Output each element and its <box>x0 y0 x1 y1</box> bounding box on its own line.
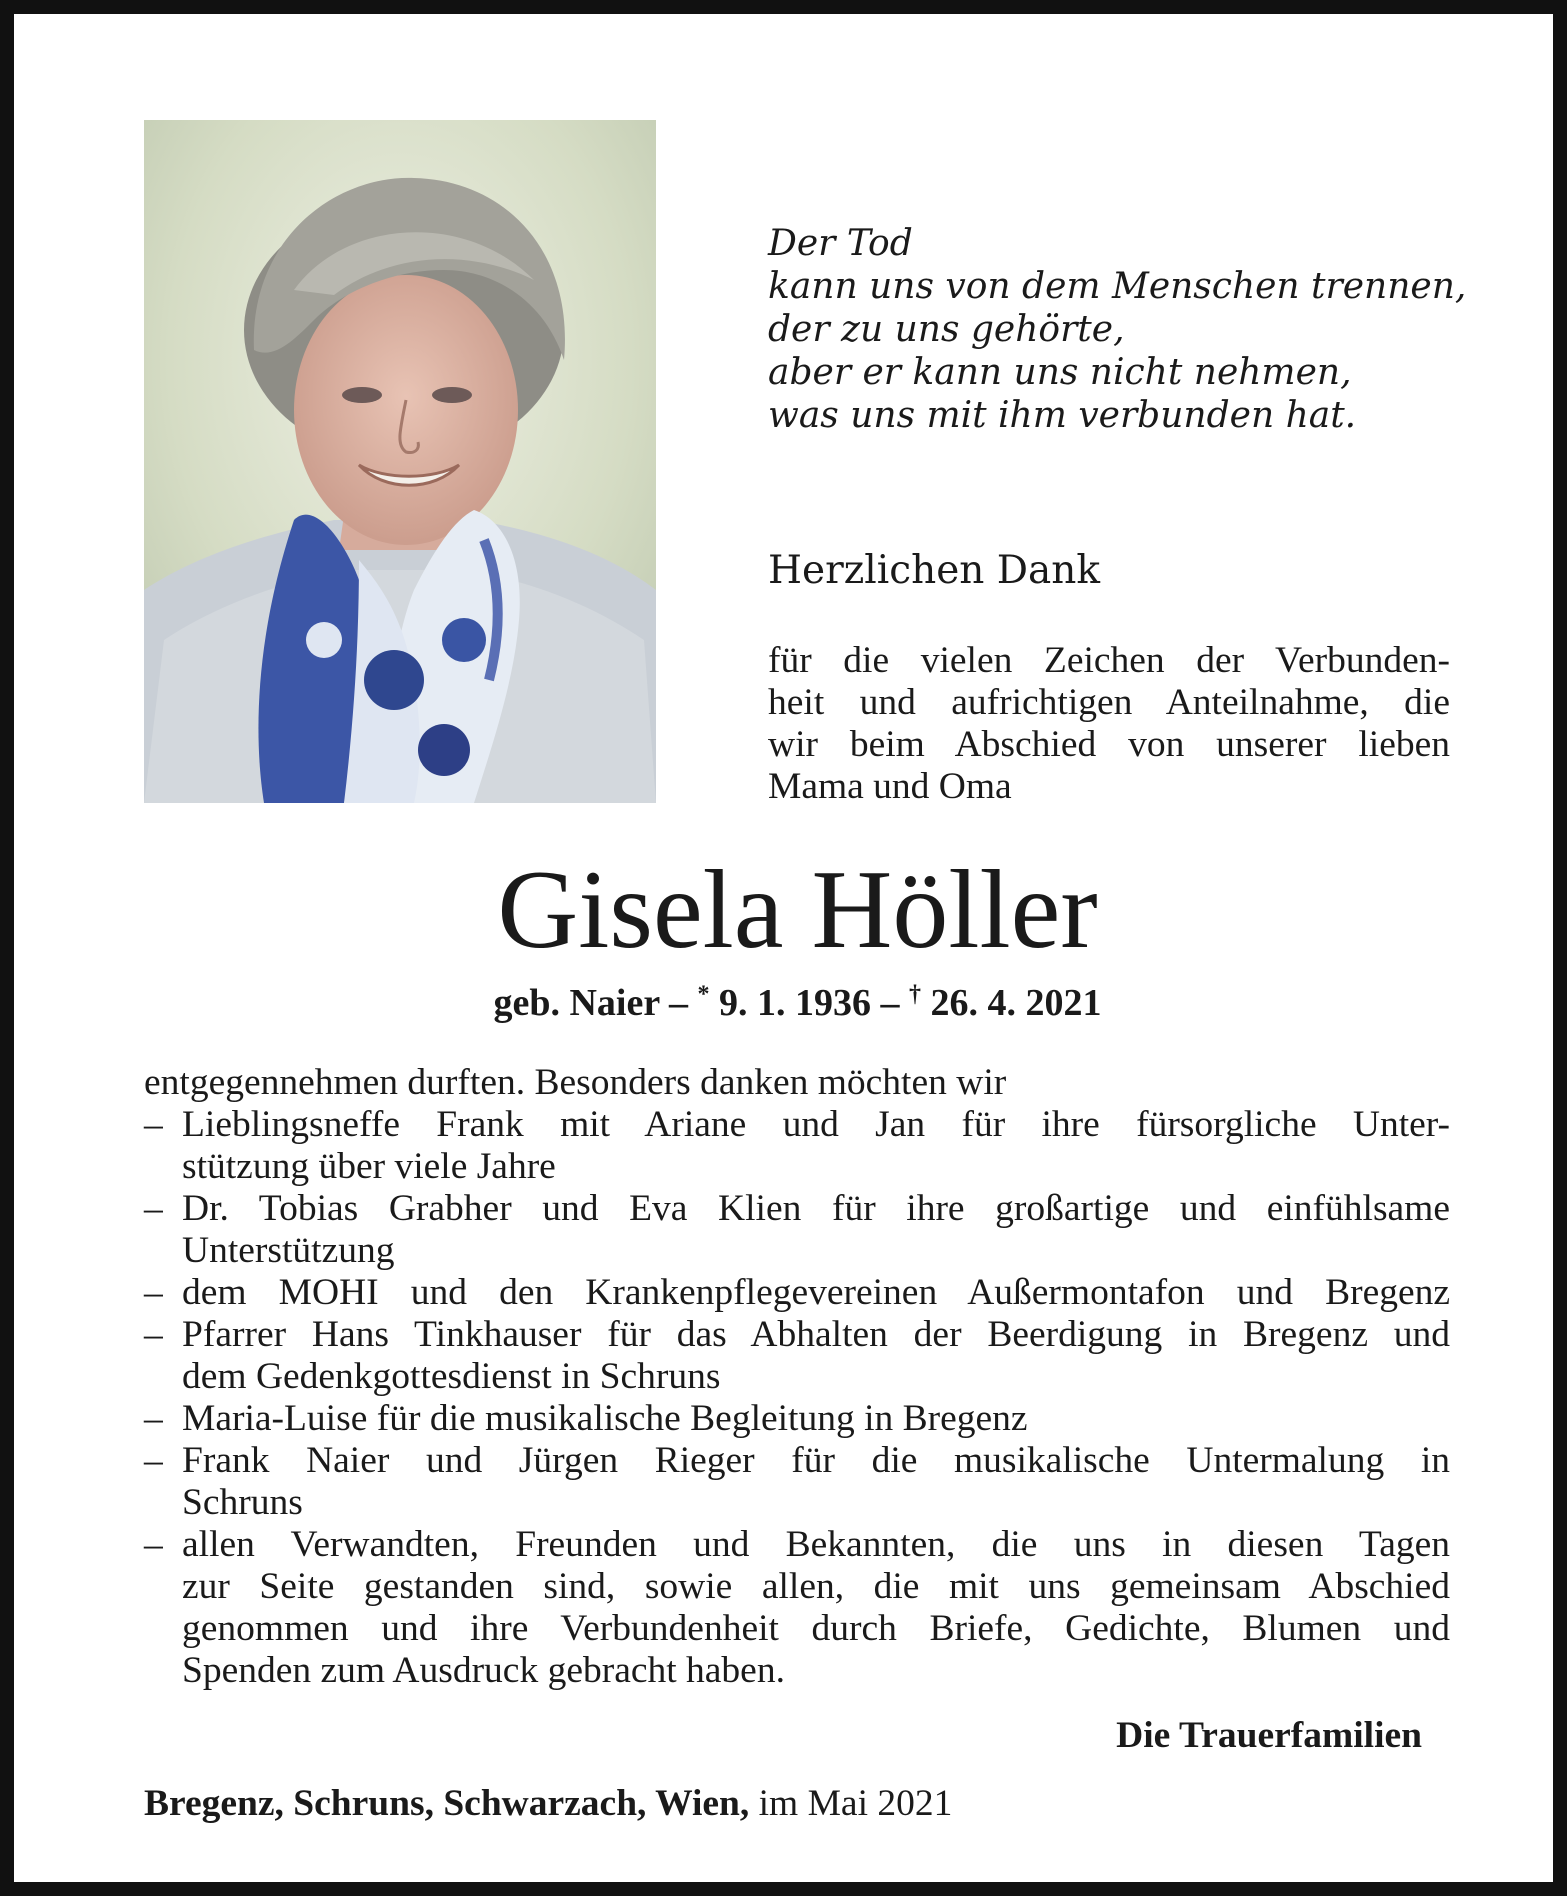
list-dash: – <box>144 1104 163 1145</box>
place-and-date <box>144 1782 952 1825</box>
poem-line: der zu uns gehörte, <box>768 309 1125 350</box>
thanks-heading: Herzlichen Dank <box>768 548 1101 593</box>
list-item <box>144 1398 1450 1440</box>
list-dash: – <box>144 1272 163 1313</box>
place-towns: Bregenz, Schruns, Schwarzach, Wien, <box>144 1783 750 1824</box>
intro-line: Mama und Oma <box>768 766 1012 807</box>
list-item-line: Schruns <box>182 1482 303 1523</box>
intro-line: für die vielen Zeichen der Verbunden- <box>768 640 1450 681</box>
poem-line: was uns mit ihm verbunden hat. <box>768 395 1357 436</box>
list-item-line: allen Verwandten, Freunden und Bekannten, die uns in diesen Tagen <box>182 1524 1450 1565</box>
birth-symbol: * <box>697 981 710 1008</box>
list-dash: – <box>144 1524 163 1565</box>
list-item <box>144 1188 1450 1272</box>
maiden-name: geb. Naier – <box>493 982 698 1024</box>
list-item-line: dem Gedenkgottesdienst in Schruns <box>182 1356 721 1397</box>
portrait-illustration <box>144 120 656 803</box>
list-item-line: Pfarrer Hans Tinkhauser für das Abhalten der Beerdigung in Bregenz und <box>182 1314 1450 1355</box>
death-date: 26. 4. 2021 <box>921 982 1102 1024</box>
lead-sentence: entgegennehmen durften. Besonders danken möchten wir <box>144 1062 1007 1103</box>
list-item <box>144 1104 1450 1188</box>
memorial-poem <box>768 222 1528 437</box>
poem-line: aber er kann uns nicht nehmen, <box>768 352 1352 393</box>
list-item <box>144 1524 1450 1692</box>
list-item-line: Spenden zum Ausdruck gebracht haben. <box>182 1650 785 1691</box>
list-dash: – <box>144 1398 163 1439</box>
list-item-line: dem MOHI und den Krankenpflegevereinen Außermontafon und Bregenz <box>182 1272 1450 1313</box>
list-item <box>144 1440 1450 1524</box>
portrait-photo <box>144 120 656 803</box>
list-item-line: stützung über viele Jahre <box>182 1146 556 1187</box>
list-item-line: Dr. Tobias Grabher und Eva Klien für ihre großartige und einfühlsame <box>182 1188 1450 1229</box>
deceased-name: Gisela Höller <box>497 848 1098 972</box>
list-dash: – <box>144 1188 163 1229</box>
list-dash: – <box>144 1440 163 1481</box>
poem-line: kann uns von dem Menschen trennen, <box>768 266 1467 307</box>
list-item <box>144 1314 1450 1398</box>
list-dash: – <box>144 1314 163 1355</box>
intro-line: heit und aufrichtigen Anteilnahme, die <box>768 682 1450 723</box>
list-item-line: Frank Naier und Jürgen Rieger für die musikalische Untermalung in <box>182 1440 1450 1481</box>
list-item <box>144 1272 1450 1314</box>
intro-line: wir beim Abschied von unserer lieben <box>768 724 1450 765</box>
poem-line: Der Tod <box>768 223 913 264</box>
place-date: im Mai 2021 <box>749 1783 953 1824</box>
thanks-intro <box>768 640 1450 808</box>
acknowledgements <box>144 1062 1450 1692</box>
list-item-line: Maria-Luise für die musikalische Begleitung in Bregenz <box>182 1398 1028 1439</box>
birth-date: 9. 1. 1936 – <box>709 982 910 1024</box>
death-symbol: † <box>909 981 922 1008</box>
list-item-line: genommen und ihre Verbundenheit durch Briefe, Gedichte, Blumen und <box>182 1608 1450 1649</box>
list-item-line: Lieblingsneffe Frank mit Ariane und Jan für ihre fürsorgliche Unter- <box>182 1104 1450 1145</box>
list-item-line: Unterstützung <box>182 1230 395 1271</box>
list-item-line: zur Seite gestanden sind, sowie allen, die mit uns gemeinsam Abschied <box>182 1566 1450 1607</box>
life-dates <box>14 980 1567 1026</box>
signoff: Die Trauerfamilien <box>1116 1715 1422 1756</box>
